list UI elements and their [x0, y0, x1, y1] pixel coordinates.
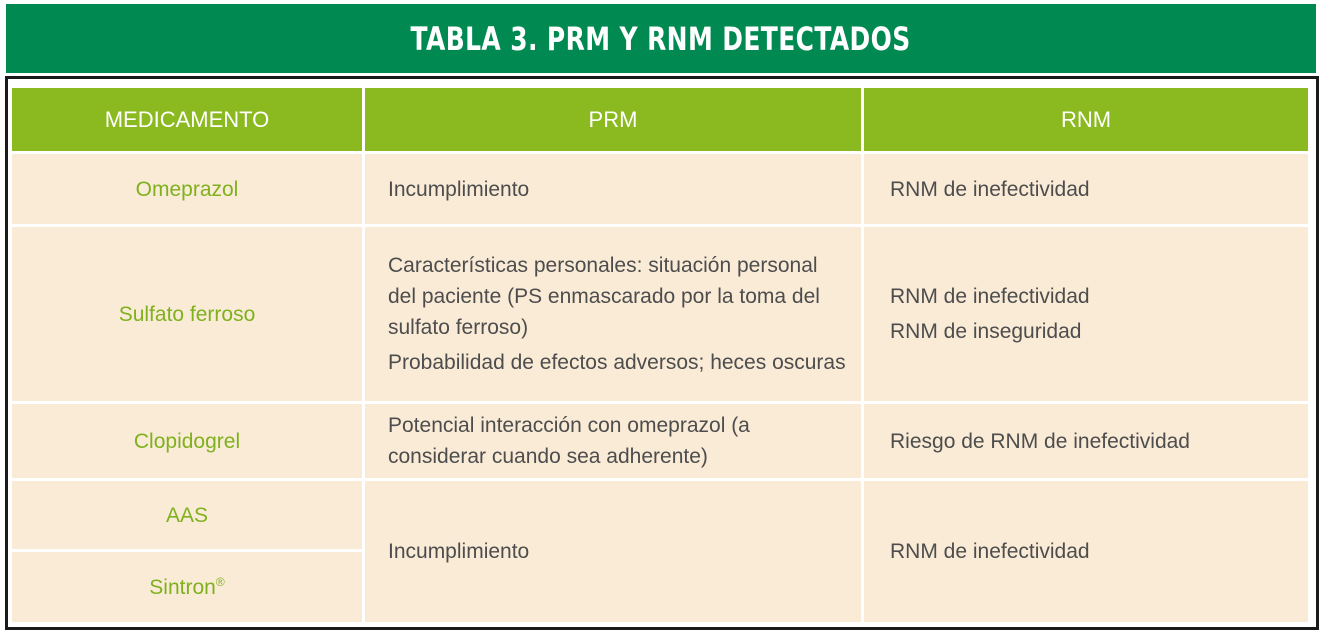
- cell-medicamento-aas: [12, 481, 362, 549]
- table-title-text: TABLA 3. PRM Y RNM DETECTADOS: [410, 19, 912, 58]
- rnm-text: RNM de inefectividad: [890, 285, 1090, 308]
- table-frame: [5, 76, 1319, 630]
- cell-medicamento-omeprazol: [12, 154, 362, 224]
- prm-text: Probabilidad de efectos adversos; heces oscuras: [388, 351, 846, 374]
- medicamento-label: [149, 572, 224, 603]
- header-rnm-label: RNM: [1060, 106, 1112, 132]
- rnm-text: RNM de inseguridad: [890, 320, 1082, 343]
- header-medicamento-label: MEDICAMENTO: [104, 106, 270, 132]
- cell-medicamento-sintron: [12, 552, 362, 622]
- medicamento-label: Omeprazol: [135, 177, 239, 201]
- cell-medicamento-clopidogrel: [12, 404, 362, 478]
- cell-prm-sulfato: [365, 227, 861, 401]
- cell-prm-omeprazol: [365, 154, 861, 224]
- header-prm: [365, 88, 861, 151]
- header-medicamento: [12, 88, 362, 151]
- medicamento-label: AAS: [165, 503, 209, 527]
- cell-rnm-omeprazol: [864, 154, 1308, 224]
- header-prm-label: PRM: [588, 106, 638, 132]
- data-table: [12, 88, 1308, 622]
- header-rnm: [864, 88, 1308, 151]
- cell-rnm-sulfato: [864, 227, 1308, 401]
- cell-prm-clopidogrel: [365, 404, 861, 478]
- prm-text: Potencial interacción con omeprazol (a considerar cuando sea adherente): [388, 414, 750, 468]
- cell-rnm-clopidogrel: [864, 404, 1308, 478]
- prm-text: Incumplimiento: [388, 540, 530, 563]
- medicamento-name: Sintron: [149, 575, 216, 599]
- cell-medicamento-sulfato: [12, 227, 362, 401]
- medicamento-label: Sulfato ferroso: [118, 302, 256, 326]
- prm-text: Características personales: situación personal del paciente (PS enmascarado por la toma del sulfato ferroso): [388, 254, 820, 339]
- rnm-text: Riesgo de RNM de inefectividad: [890, 429, 1190, 453]
- rnm-text: RNM de inefectividad: [890, 540, 1090, 563]
- cell-prm-merged: [365, 481, 861, 622]
- prm-text: Incumplimiento: [388, 177, 530, 201]
- table-title: [6, 4, 1316, 73]
- cell-rnm-merged: [864, 481, 1308, 622]
- rnm-text: RNM de inefectividad: [890, 177, 1090, 201]
- medicamento-label: Clopidogrel: [133, 429, 241, 453]
- registered-mark: ®: [215, 574, 225, 589]
